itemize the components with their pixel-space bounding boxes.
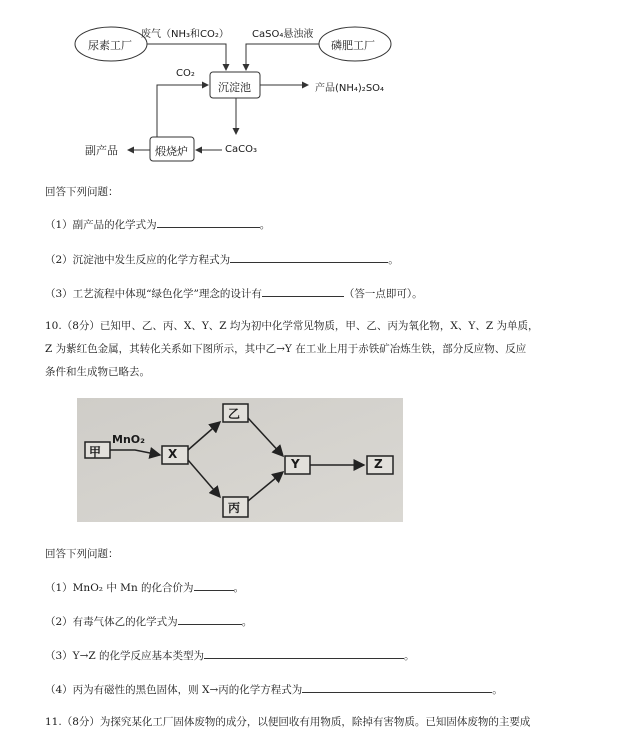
q9-intro: 回答下列问题： (45, 186, 119, 198)
caco3-label: CaCO₃ (225, 144, 257, 155)
q10-part3-text: （3）Y→Z 的化学反应基本类型为 (45, 650, 205, 662)
label-jia: 甲 (89, 445, 102, 459)
label-yi: 乙 (228, 407, 241, 421)
q9-part1-text: （1）副产品的化学式为 (45, 219, 157, 231)
q10-line3: 条件和生成物已略去。 (45, 366, 150, 378)
q9-part2-text: （2）沉淀池中发生反应的化学方程式为 (45, 254, 231, 266)
q10-line1: 10.（8分）已知甲、乙、丙、X、Y、Z 均为初中化学常见物质，甲、乙、丙为氧化物，X、Y、Z 为单质， (45, 320, 539, 332)
label-y: Y (291, 457, 300, 471)
q9-part1-blank[interactable] (157, 216, 260, 228)
q10-part4 (45, 681, 503, 697)
q10-intro: 回答下列问题： (45, 548, 119, 560)
q10-line2: Z 为紫红色金属，其转化关系如下图所示，其中乙→Y 在工业上用于赤铁矿冶炼生铁，部分反应物、反应 (45, 343, 527, 355)
q10-part1-text: （1）MnO₂ 中 Mn 的化合价为 (45, 582, 194, 594)
q9-part3-end: （答一点即可）。 (343, 288, 423, 300)
q9-part2-blank[interactable] (230, 251, 388, 263)
q10-part3 (45, 647, 415, 663)
q9-part2 (45, 251, 399, 267)
q10-part4-blank[interactable] (302, 681, 492, 693)
q10-part1 (45, 579, 244, 595)
label-bing: 丙 (228, 501, 241, 515)
product-label: 产品(NH₄)₂SO₄ (315, 83, 385, 94)
byproduct-label: 副产品 (85, 144, 118, 157)
arrow-caso4 (246, 44, 319, 70)
arrow-waste-gas (147, 44, 226, 70)
q10-part2-text: （2）有毒气体乙的化学式为 (45, 616, 178, 628)
q9-part3 (45, 285, 423, 301)
q10-part4-end: 。 (492, 684, 503, 696)
q10-part1-blank[interactable] (194, 579, 234, 591)
q9-part1 (45, 216, 270, 232)
phosphate-plant-label: 磷肥工厂 (331, 39, 375, 52)
q11-line1: 11.（8分）为探究某化工厂固体废物的成分，以便回收有用物质，除掉有害物质。已知固体废物的主要成 (45, 716, 531, 728)
q10-part4-text: （4）丙为有磁性的黑色固体，则 X→丙的化学方程式为 (45, 684, 303, 696)
q10-part2 (45, 613, 252, 629)
q10-part2-blank[interactable] (178, 613, 242, 625)
q10-part3-end: 。 (404, 650, 415, 662)
caso4-label: CaSO₄悬浊液 (252, 29, 314, 40)
urea-plant-label: 尿素工厂 (88, 39, 132, 52)
q9-part2-end: 。 (388, 254, 399, 266)
arrow-co2-recycle (157, 85, 208, 137)
q9-part3-blank[interactable] (262, 285, 344, 297)
waste-gas-label: 废气（NH₃和CO₂） (141, 29, 229, 40)
furnace-label: 煅烧炉 (155, 145, 188, 158)
q10-part3-blank[interactable] (204, 647, 404, 659)
q9-part3-text: （3）工艺流程中体现“绿色化学”理念的设计有 (45, 288, 262, 300)
q10-part2-end: 。 (241, 616, 253, 628)
co2-label: CO₂ (176, 68, 195, 79)
q10-part1-end: 。 (233, 582, 245, 594)
label-mno2: MnO₂ (112, 433, 145, 446)
tank-label: 沉淀池 (218, 81, 251, 94)
q9-part1-end: 。 (259, 219, 271, 231)
label-x: X (168, 447, 178, 461)
label-z: Z (374, 457, 383, 471)
